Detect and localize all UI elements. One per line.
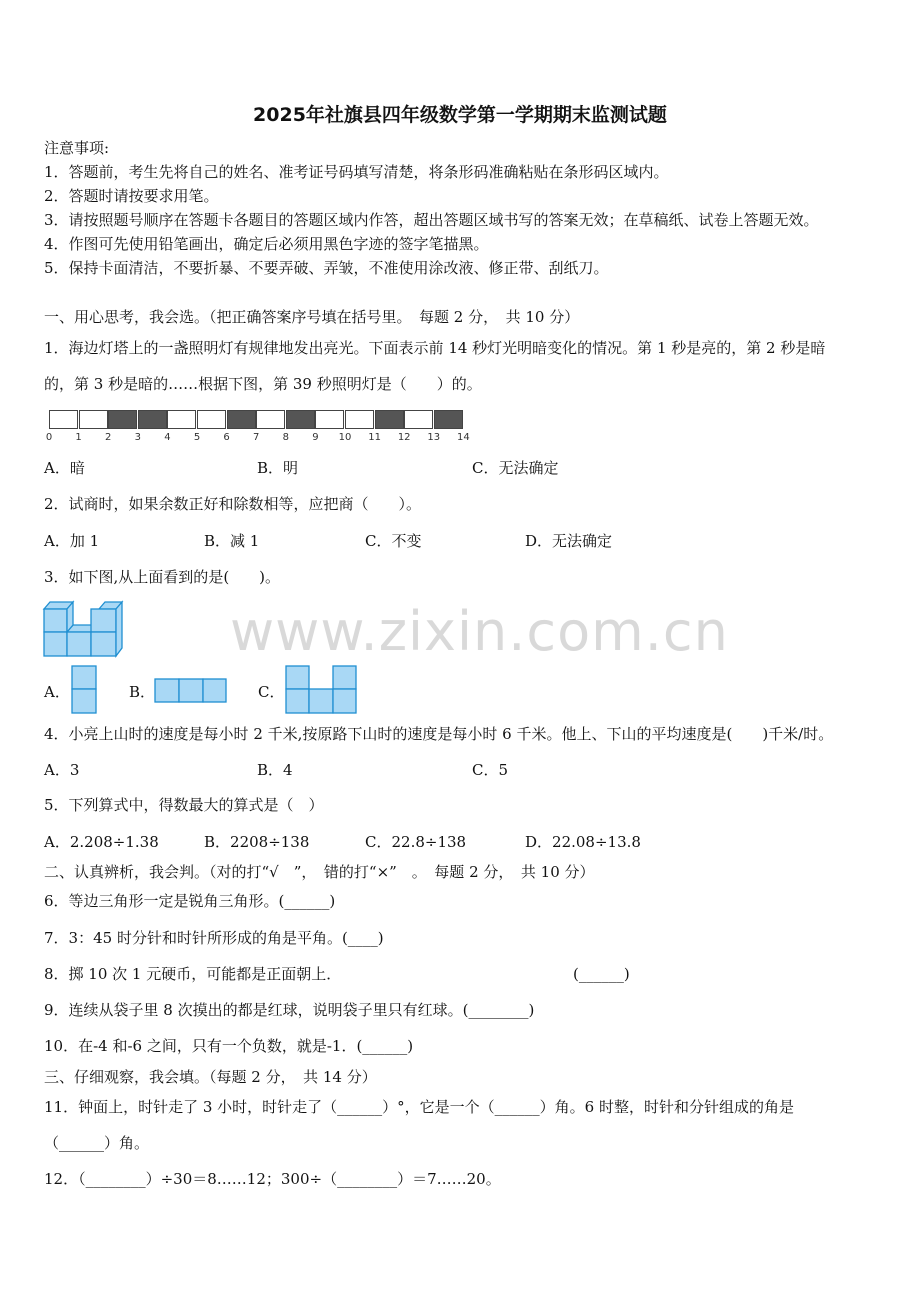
q3-option-c[interactable]: C． [258, 683, 285, 701]
notice-item: 4．作图可先使用铅笔画出，确定后必须用黑色字迹的签字笔描黑。 [44, 235, 489, 253]
q3-option-b[interactable]: B． [129, 683, 156, 701]
section-heading-3: 三、仔细观察，我会填。（每题 2 分， 共 14 分） [44, 1068, 377, 1086]
q5-option-d[interactable]: D．22.08÷13.8 [525, 833, 641, 851]
q8-answer-blank[interactable]: (______) [573, 965, 630, 983]
q2-option-b[interactable]: B．减 1 [204, 532, 260, 550]
q3-option-c-figure [285, 665, 358, 715]
page-title: 2025年社旗县四年级数学第一学期期末监测试题 [253, 104, 667, 126]
notice-item: 5．保持卡面清洁，不要折暴、不要弄破、弄皱，不准使用涂改液、修正带、刮纸刀。 [44, 259, 609, 277]
second-tick-label: 1 [75, 432, 82, 443]
light-second-cell [167, 410, 196, 429]
second-tick-label: 8 [282, 432, 289, 443]
dark-second-cell [138, 410, 167, 429]
dark-second-cell [227, 410, 256, 429]
q5-option-b[interactable]: B．2208÷138 [204, 833, 310, 851]
section-heading-1: 一、用心思考，我会选。（把正确答案序号填在括号里。 每题 2 分， 共 10 分） [44, 308, 580, 326]
second-tick-label: 3 [134, 432, 141, 443]
second-tick-label: 0 [45, 432, 53, 443]
dark-second-cell [108, 410, 137, 429]
dark-second-cell [434, 410, 463, 429]
second-tick-label: 6 [223, 432, 230, 443]
second-tick-label: 10 [338, 432, 352, 443]
q4-option-b[interactable]: B．4 [257, 761, 293, 779]
q1-option-b[interactable]: B．明 [257, 459, 299, 477]
question-5-text: 5．下列算式中，得数最大的算式是（ ） [44, 796, 324, 814]
q1-option-a[interactable]: A．暗 [44, 459, 85, 477]
question-3-text: 3．如下图,从上面看到的是( )。 [44, 568, 281, 586]
q5-option-c[interactable]: C．22.8÷138 [365, 833, 467, 851]
second-tick-label: 11 [368, 432, 381, 443]
notice-heading: 注意事项: [44, 139, 110, 157]
second-tick-label: 13 [427, 432, 441, 443]
judge-question: 7．3：45 时分针和时针所形成的角是平角。(____) [44, 929, 384, 947]
q2-option-d[interactable]: D．无法确定 [525, 532, 613, 550]
question-1-text-cont: 的，第 3 秒是暗的……根据下图，第 39 秒照明灯是（ ）的。 [44, 375, 482, 393]
second-tick-label: 4 [164, 432, 171, 443]
section-heading-2: 二、认真辨析，我会判。（对的打“√ ”， 错的打“×” 。 每题 2 分， 共 10 分） [44, 863, 595, 881]
second-tick-label: 14 [457, 432, 470, 443]
q3-option-a[interactable]: A． [44, 683, 70, 701]
q4-option-c[interactable]: C．5 [472, 761, 509, 779]
q4-option-a[interactable]: A．3 [44, 761, 80, 779]
second-tick-label: 2 [105, 432, 112, 443]
second-tick-label: 9 [312, 432, 319, 443]
cube-stack-figure [42, 600, 126, 660]
question-4-text: 4．小亮上山时的速度是每小时 2 千米,按原路下山时的速度是每小时 6 千米。他上、下山的平均速度是( )千米/时。 [44, 725, 834, 743]
question-12-text: 12．（________）÷30＝8……12；300÷（________）＝7……20。 [44, 1170, 501, 1188]
q3-option-a-figure [71, 665, 97, 715]
watermark: www.zixin.com.cn [230, 600, 729, 663]
light-second-cell [197, 410, 226, 429]
q5-option-a[interactable]: A．2.208÷1.38 [44, 833, 159, 851]
q1-option-c[interactable]: C．无法确定 [472, 459, 559, 477]
light-second-cell [315, 410, 344, 429]
light-second-cell [49, 410, 78, 429]
q2-option-c[interactable]: C．不变 [365, 532, 422, 550]
light-second-cell [79, 410, 108, 429]
question-1-text: 1．海边灯塔上的一盏照明灯有规律地发出亮光。下面表示前 14 秒灯光明暗变化的情况。第 1 秒是亮的，第 2 秒是暗 [44, 339, 826, 357]
light-second-cell [404, 410, 433, 429]
question-11-text-cont: （______）角。 [44, 1134, 150, 1152]
dark-second-cell [286, 410, 315, 429]
light-second-cell [345, 410, 374, 429]
q3-option-b-figure [154, 678, 228, 704]
judge-question: 9．连续从袋子里 8 次摸出的都是红球，说明袋子里只有红球。(________) [44, 1001, 535, 1019]
second-tick-label: 7 [253, 432, 260, 443]
judge-question: 8．掷 10 次 1 元硬币，可能都是正面朝上． [44, 965, 342, 983]
dark-second-cell [375, 410, 404, 429]
second-tick-label: 12 [397, 432, 411, 443]
light-second-cell [256, 410, 285, 429]
judge-question: 10．在-4 和-6 之间，只有一个负数，就是-1．(______) [44, 1037, 414, 1055]
question-2-text: 2．试商时，如果余数正好和除数相等，应把商（ ）。 [44, 495, 422, 513]
second-tick-label: 5 [193, 432, 201, 443]
notice-item: 1．答题前，考生先将自己的姓名、准考证号码填写清楚，将条形码准确粘贴在条形码区域内。 [44, 163, 669, 181]
notice-item: 3．请按照题号顺序在答题卡各题目的答题区域内作答，超出答题区域书写的答案无效；在草稿纸、试卷上答题无效。 [44, 211, 819, 229]
q2-option-a[interactable]: A．加 1 [44, 532, 100, 550]
question-11-text: 11．钟面上，时针走了 3 小时，时针走了（______）°，它是一个（______）角。6 时整，时针和分针组成的角是 [44, 1098, 794, 1116]
notice-item: 2．答题时请按要求用笔。 [44, 187, 219, 205]
judge-question: 6．等边三角形一定是锐角三角形。(______) [44, 892, 336, 910]
